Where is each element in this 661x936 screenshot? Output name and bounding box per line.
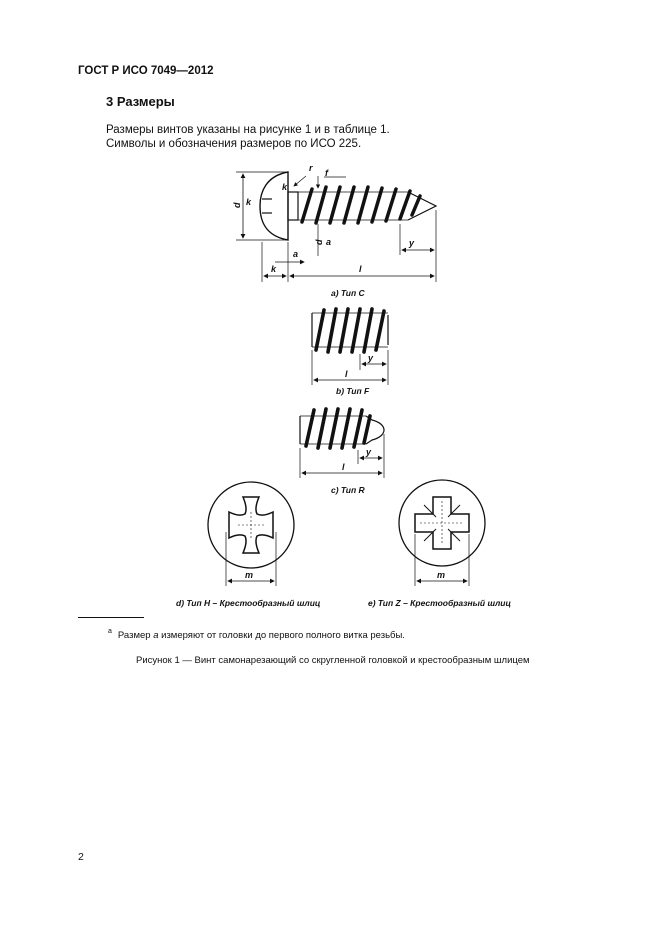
paragraph-2: Символы и обозначения размеров по ИСО 225.	[106, 138, 362, 150]
footnote-marker: a	[108, 628, 112, 635]
footnote-rule	[78, 617, 144, 618]
figure-title: Рисунок 1 — Винт самонарезающий со скругленной головкой и крестообразным шлицем	[136, 655, 530, 666]
caption-type-c: a) Тип C	[331, 288, 365, 298]
footnote-var: a	[153, 630, 159, 641]
dim-y-r: y	[366, 447, 372, 457]
dim-dk-sub: k	[246, 197, 252, 207]
dim-m-z: m	[437, 570, 446, 580]
page-number: 2	[78, 851, 84, 863]
dim-k: k	[271, 264, 277, 274]
standard-code: ГОСТ Р ИСО 7049—2012	[78, 65, 214, 77]
screw-type-f	[312, 309, 388, 385]
footnote-text-after: измеряют от головки до первого полного витка резьбы.	[158, 630, 405, 641]
dim-l-c: l	[359, 264, 362, 274]
footnote	[108, 628, 405, 641]
dim-r: r	[309, 163, 313, 173]
caption-type-z: e) Тип Z – Крестообразный шлиц	[368, 598, 511, 608]
caption-type-f: b) Тип F	[336, 386, 370, 396]
dim-k-head: k	[282, 182, 288, 192]
dim-da: d	[314, 239, 324, 245]
screw-type-c	[236, 172, 436, 282]
footnote-text-before: Размер	[117, 630, 154, 641]
dim-a: a	[293, 249, 299, 259]
paragraph-1: Размеры винтов указаны на рисунке 1 и в таблице 1.	[106, 124, 390, 136]
caption-type-r: c) Тип R	[331, 485, 365, 495]
dim-da-sub: a	[326, 237, 332, 247]
dim-m-h: m	[245, 570, 254, 580]
dim-f: f	[325, 168, 328, 178]
dim-y-c: y	[409, 238, 415, 248]
dim-dk: d	[232, 202, 242, 208]
dim-l-f: l	[345, 369, 348, 379]
section-title: 3 Размеры	[106, 94, 175, 109]
dim-l-r: l	[342, 462, 345, 472]
dim-y-f: y	[368, 353, 374, 363]
caption-type-h: d) Тип H – Крестообразный шлиц	[176, 598, 321, 608]
